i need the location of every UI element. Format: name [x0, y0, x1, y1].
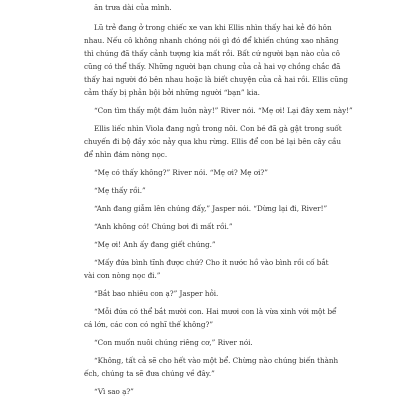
text-line: “Vì sao ạ?” — [94, 387, 134, 396]
text-line: “Mấy đứa bình tĩnh được chứ? Cho ít nước hồ vào bình rồi cố bắt — [94, 258, 329, 267]
text-line: vài con nòng nọc đi.” — [84, 271, 161, 280]
text-line: “Con tìm thấy một đám luôn này!” River nói. “Mẹ ơi! Lại đây xem này!” — [94, 106, 353, 115]
text-line: “Mỗi đứa có thể bắt mười con. Hai mươi con là vừa xinh với một bể — [94, 307, 337, 316]
text-line: “Con muốn nuôi chúng riêng cơ,” River nói. — [94, 338, 253, 347]
text-line: “Bắt bao nhiêu con ạ?” Jasper hỏi. — [94, 289, 219, 298]
text-line: “Mẹ ơi! Anh ấy đang giết chúng.” — [94, 240, 216, 249]
text-line: chuyến đi bộ đầy xóc nảy qua khu rừng. Ellis để con bé lại bên cây cầu — [84, 137, 342, 146]
text-line: cũng có thể thấy. Những người bạn chung của cả hai vợ chồng chắc đã — [84, 62, 341, 71]
text-line: “Không, tất cả sẽ cho hết vào một bể. Chừng nào chúng biến thành — [94, 356, 339, 365]
text-line: “Mẹ có thấy không?” River nói. “Mẹ ơi? Mẹ ơi?” — [94, 168, 268, 177]
text-line: thấy hai người đó bên nhau hoặc là biết chuyện của cả hai rồi. Ellis cũng — [84, 75, 348, 84]
text-line: cá lớn, các con có nghĩ thế không?” — [84, 320, 213, 329]
text-line: ăn trưa dài của mình. — [94, 3, 172, 12]
text-line: “Anh không có! Chúng bơi đi mất rồi.” — [94, 222, 233, 231]
text-line: “Mẹ thấy rồi.” — [94, 186, 146, 195]
text-line: để nhìn đám nòng nọc. — [84, 150, 168, 159]
text-line: Ellis liếc nhìn Viola đang ngủ trong nôi. Con bé đã gà gật trong suốt — [94, 124, 342, 133]
text-line: cảm thấy bị phản bội bởi những người “bạn” kia. — [84, 88, 260, 97]
text-line: Lũ trẻ đang ở trong chiếc xe van khi Ellis nhìn thấy hai kẻ đó hôn — [94, 23, 332, 32]
text-line: thì chúng đã thấy cảnh tượng kia mất rồi. Bất cứ người bạn nào của cô — [84, 49, 340, 58]
text-line: nhau. Nếu cô không nhanh chóng nói gì đó để khiến chúng xao nhãng — [84, 36, 339, 45]
text-line: ếch, chúng ta sẽ đưa chúng về đây.” — [84, 369, 215, 378]
text-line: “Anh đang giẫm lên chúng đấy,” Jasper nói. “Dừng lại đi, River!” — [94, 204, 328, 213]
